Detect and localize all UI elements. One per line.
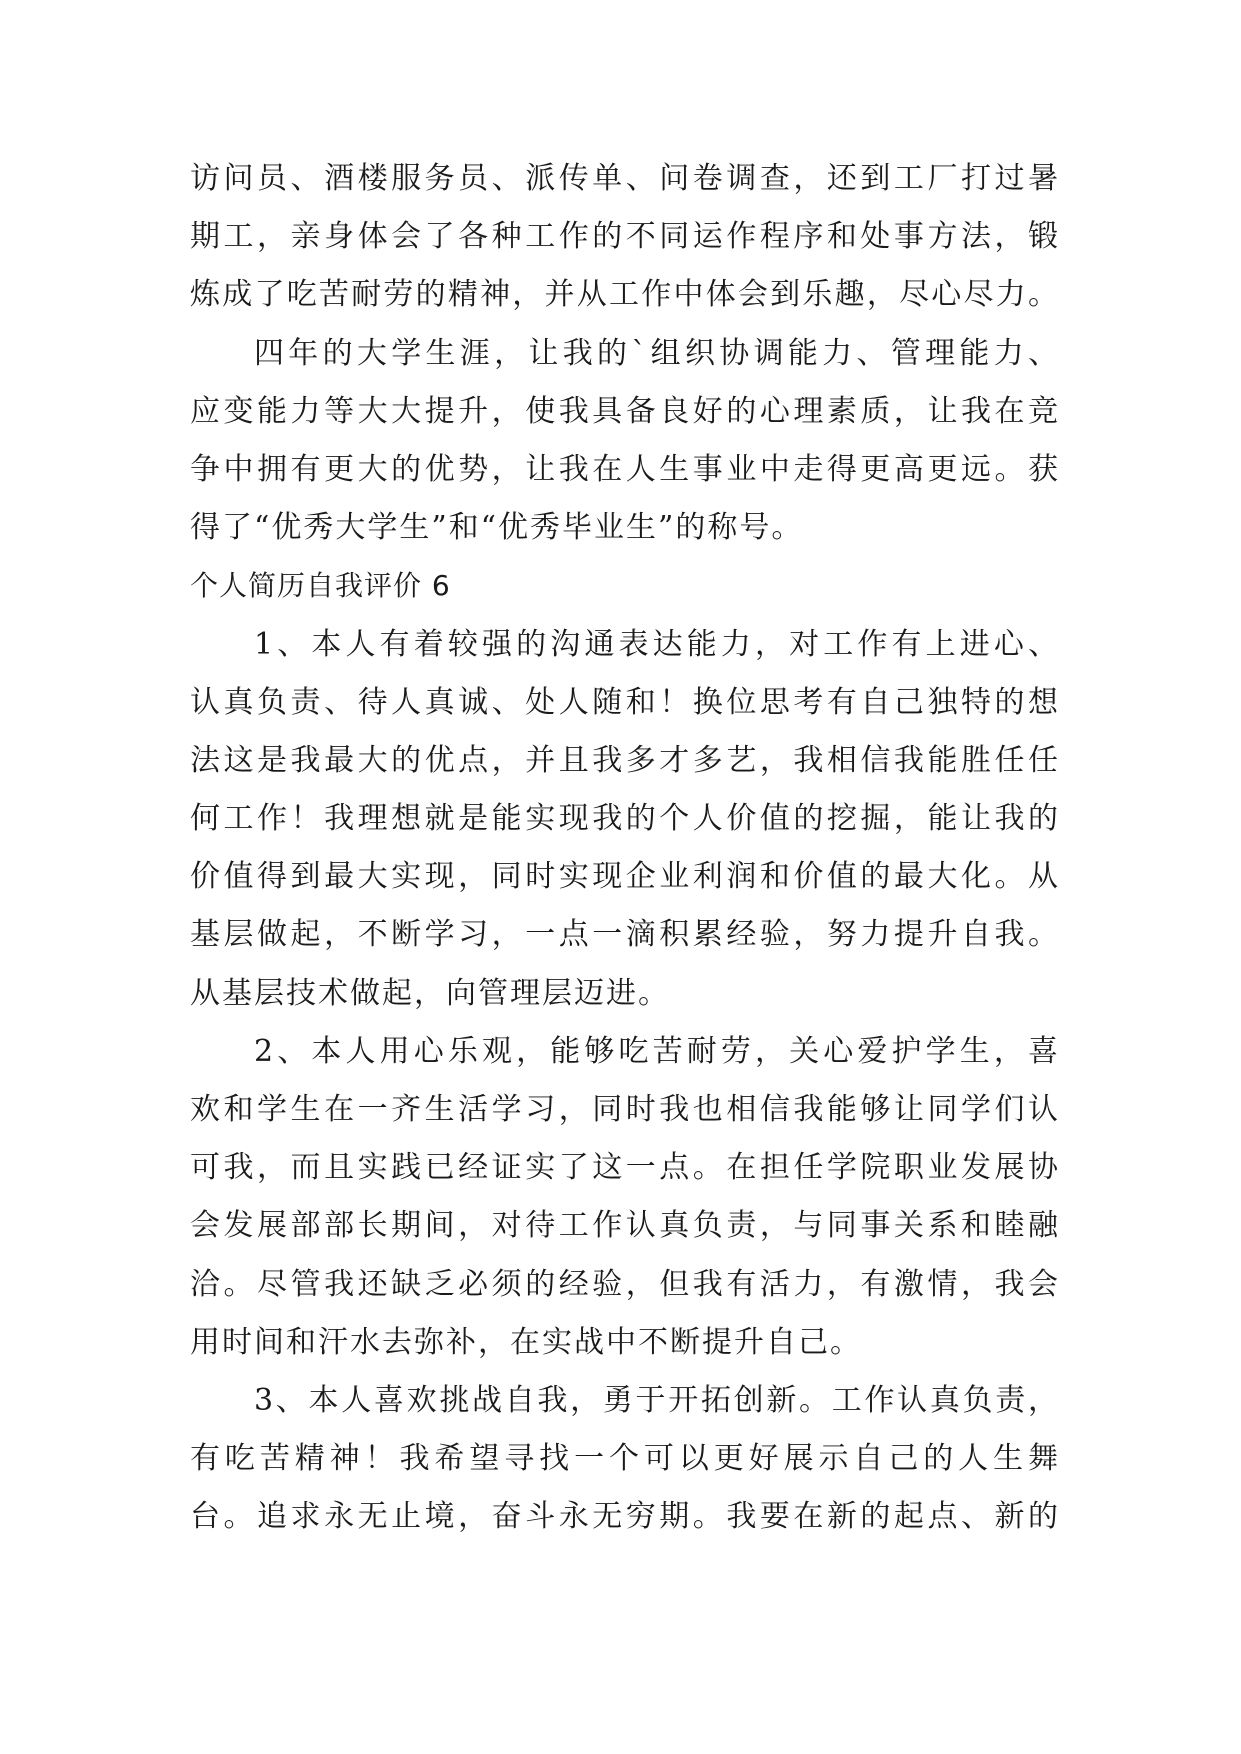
text-line: 洽。尽管我还缺乏必须的经验，但我有活力，有激情，我会: [190, 1266, 1060, 1302]
text-line: 会发展部部长期间，对待工作认真负责，与同事关系和睦融: [190, 1208, 1060, 1244]
text-line: 期工，亲身体会了各种工作的不同运作程序和处事方法，锻: [190, 219, 1060, 255]
text-line: 欢和学生在一齐生活学习，同时我也相信我能够让同学们认: [190, 1092, 1060, 1127]
section-heading: 个人简历自我评价 6: [190, 569, 451, 603]
text-line: 何工作！我理想就是能实现我的个人价值的挖掘，能让我的: [190, 801, 1060, 837]
text-line: 炼成了吃苦耐劳的精神，并从工作中体会到乐趣，尽心尽力。: [190, 277, 1060, 313]
text-line: 得了“优秀大学生”和“优秀毕业生”的称号。: [190, 510, 804, 546]
text-line: 访问员、酒楼服务员、派传单、问卷调查，还到工厂打过暑: [190, 161, 1060, 196]
text-line: 1、本人有着较强的沟通表达能力，对工作有上进心、: [254, 626, 1060, 662]
text-line: 价值得到最大实现，同时实现企业利润和价值的最大化。从: [190, 859, 1060, 895]
text-line: 用时间和汗水去弥补，在实战中不断提升自己。: [190, 1324, 862, 1360]
text-line: 2、本人用心乐观，能够吃苦耐劳，关心爱护学生，喜: [254, 1033, 1060, 1069]
text-line: 应变能力等大大提升，使我具备良好的心理素质，让我在竞: [190, 393, 1060, 429]
text-line: 有吃苦精神！我希望寻找一个可以更好展示自己的人生舞: [190, 1441, 1060, 1477]
text-line: 基层做起，不断学习，一点一滴积累经验，努力提升自我。: [190, 917, 1060, 953]
text-line: 四年的大学生涯，让我的`组织协调能力、管理能力、: [254, 335, 1060, 371]
text-line: 3、本人喜欢挑战自我，勇于开拓创新。工作认真负责，: [254, 1382, 1060, 1418]
text-line: 台。追求永无止境，奋斗永无穷期。我要在新的起点、新的: [190, 1499, 1060, 1535]
text-line: 法这是我最大的优点，并且我多才多艺，我相信我能胜任任: [190, 742, 1060, 778]
document-body: [190, 150, 1060, 1547]
text-line: 可我，而且实践已经证实了这一点。在担任学院职业发展协: [190, 1150, 1060, 1186]
text-line: 认真负责、待人真诚、处人随和！换位思考有自己独特的想: [190, 684, 1060, 720]
text-line: 争中拥有更大的优势，让我在人生事业中走得更高更远。获: [190, 451, 1060, 487]
text-line: 从基层技术做起，向管理层迈进。: [190, 975, 670, 1011]
